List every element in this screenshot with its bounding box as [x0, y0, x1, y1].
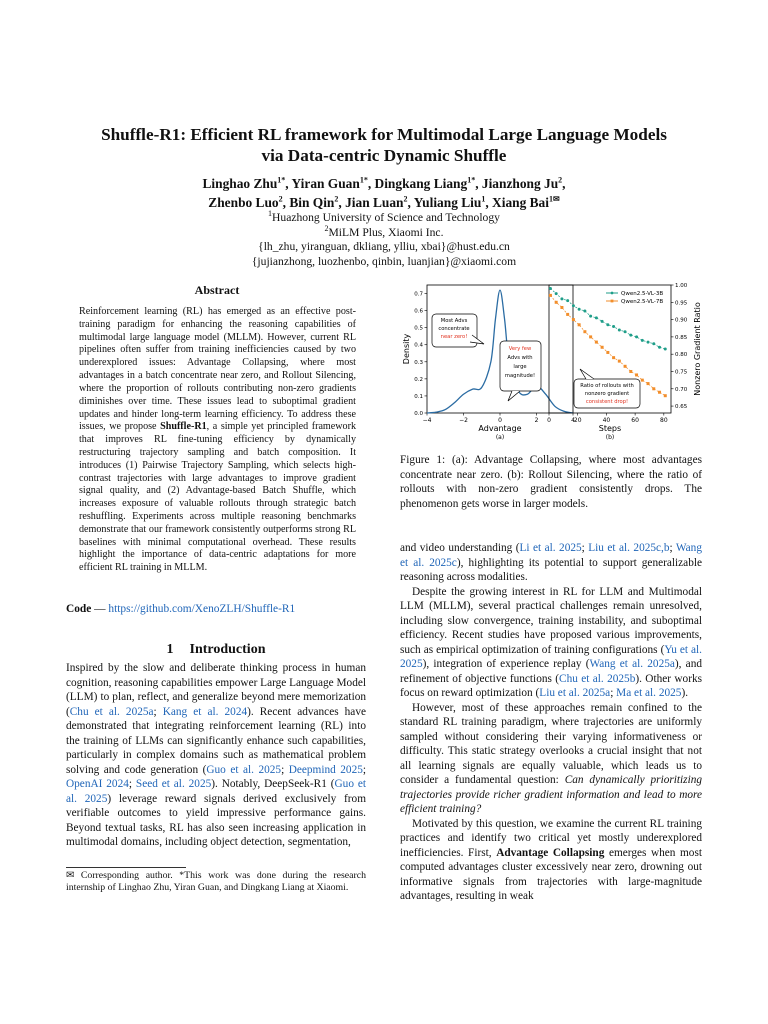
data-point-3b	[566, 299, 569, 302]
data-point-7b	[601, 346, 604, 349]
x-tick-label-b: 80	[660, 417, 668, 424]
citation-link[interactable]: Wang et al. 2025c	[400, 542, 702, 569]
author-name: Dingkang Liang	[374, 176, 468, 191]
citation-link[interactable]: Wang et al. 2025a	[589, 658, 675, 670]
data-point-3b	[624, 330, 627, 333]
data-point-3b	[549, 287, 552, 290]
footnote: ✉ Corresponding author. *This work was done during the research internship of Linghao Zhu, Yiran Guan, and Dingkang Liang at Xiaomi.	[66, 870, 366, 894]
legend-label-3b: Qwen2.5-VL-3B	[621, 291, 664, 297]
data-point-3b	[560, 297, 563, 300]
figure-caption: Figure 1: (a): Advantage Collapsing, where most advantages concentrate near zero. (b): Rollout Silencing, where the ratio of rollouts with non-zero gradient consistently drops. The phenomenon gets worse in larger models.	[400, 454, 702, 510]
section-heading	[66, 642, 366, 658]
y-tick-label-b: 0.90	[675, 317, 688, 324]
author-line-1: Linghao Zhu$^{1*}$, Yiran Guan$^{1*}$, Dingkang Liang$^{1*}$, Jianzhong Ju$^2$,	[202, 175, 566, 191]
author-name: Yiran Guan	[291, 176, 360, 191]
svg-text:near zero!: near zero!	[440, 334, 468, 340]
data-point-3b	[601, 320, 604, 323]
author-sup: 1*	[277, 175, 286, 185]
svg-text:Very few: Very few	[508, 346, 532, 352]
author-sup: 1*	[467, 175, 476, 185]
author-sup: 2	[558, 175, 563, 185]
section-title: Introduction	[189, 642, 266, 657]
figure-1-svg	[400, 282, 705, 442]
author-list	[60, 174, 708, 212]
data-point-3b	[635, 335, 638, 338]
affiliation-1: $^1$Huazhong University of Science and Technology	[268, 209, 500, 224]
y-tick-label-b: 0.85	[675, 334, 688, 341]
email-line-2: {jujianzhong, luozhenbo, qinbin, luanjian}@xiaomi.com	[251, 254, 517, 268]
citation-link[interactable]: Deepmind 2025	[288, 763, 363, 776]
author-name: Bin Qin	[289, 195, 335, 210]
intro-paragraph-3: However, most of these approaches remain confined to the standard RL training paradigm, where trajectories are uniformly sampled without considering their varying informativeness or difficulty. This static strategy overlooks a crucial insight that not all learning signals are equally valuable, which leads us to consider a fundamental question: Can dynamically prioritizing trajectories provide richer gradient information and lead to more efficient training?	[400, 701, 703, 815]
author-name: Jianzhong Ju	[481, 176, 559, 191]
author-line-2: Zhenbo Luo$^2$, Bin Qin$^2$, Jian Luan$^2$, Yuliang Liu$^1$, Xiang Bai$^{1✉}$	[208, 194, 560, 210]
author-sup: 1✉	[548, 194, 560, 204]
data-point-7b	[549, 294, 552, 297]
data-point-7b	[589, 335, 592, 338]
citation-link[interactable]: Kang et al. 2024	[162, 705, 248, 718]
data-point-3b	[612, 325, 615, 328]
svg-text:large: large	[513, 364, 527, 370]
author-sup: 2	[334, 194, 339, 204]
svg-text:magnitude!: magnitude!	[504, 373, 536, 379]
author-sup: 1*	[359, 175, 368, 185]
data-point-3b	[583, 309, 586, 312]
series-line-3b	[550, 288, 665, 349]
data-point-7b	[658, 391, 661, 394]
author-name: Jian Luan	[345, 195, 404, 210]
y-tick-label-b: 0.80	[675, 352, 688, 359]
author-name: Yuliang Liu	[413, 195, 482, 210]
data-point-7b	[618, 360, 621, 363]
data-point-3b	[555, 292, 558, 295]
x-tick-label-a: −4	[422, 417, 432, 424]
abstract-heading: Abstract	[194, 283, 240, 297]
data-point-7b	[629, 370, 632, 373]
author-name: Xiang Bai	[492, 195, 549, 210]
author-sup: 1	[481, 194, 486, 204]
figure-1	[400, 282, 705, 447]
data-point-3b	[606, 323, 609, 326]
method-name: Shuffle-R1	[160, 421, 207, 433]
y-tick-label-a: 0.6	[414, 308, 423, 315]
email-line-1: {lh_zhu, yiranguan, dkliang, ylliu, xbai}@hust.edu.cn	[258, 240, 510, 254]
author-name: Linghao Zhu	[202, 176, 278, 191]
data-point-7b	[624, 365, 627, 368]
citation-link[interactable]: Li et al. 2025	[519, 542, 582, 554]
data-point-3b	[658, 346, 661, 349]
data-point-3b	[595, 316, 598, 319]
citation-link[interactable]: Guo et al. 2025	[66, 778, 367, 805]
data-point-3b	[572, 304, 575, 307]
citation-link[interactable]: Yu et al. 2025	[400, 643, 702, 670]
x-tick-label-a: −2	[459, 417, 468, 424]
data-point-3b	[589, 315, 592, 318]
data-point-3b	[578, 308, 581, 311]
y-tick-label-a: 0.0	[414, 411, 423, 417]
svg-text:Ratio of rollouts with: Ratio of rollouts with	[580, 383, 634, 389]
y-tick-label-b: 0.75	[675, 369, 688, 376]
x-tick-label-b: 60	[631, 417, 639, 424]
callout-consistent-drop	[574, 369, 640, 408]
svg-text:Most Advs: Most Advs	[440, 318, 468, 324]
author-name: Zhenbo Luo	[208, 195, 279, 210]
code-label: Code	[66, 603, 92, 615]
intro-paragraph-2: Despite the growing interest in RL for LLM and Multimodal LLM (MLLM), several practical challenges remain unresolved, including slow convergence, training instability, and suboptimal efficiency. Recent studies have proposed various improvements, such as empirical optimization of training configurations (Yu et al. 2025), integration of experience replay (Wang et al. 2025a), and refinement of objective functions (Chu et al. 2025b). Other works focus on reward optimization (Liu et al. 2025a; Ma et al. 2025).	[400, 585, 702, 699]
data-point-7b	[635, 373, 638, 376]
callout-near-zero	[432, 314, 484, 347]
data-point-7b	[583, 330, 586, 333]
y-tick-label-b: 0.70	[675, 386, 688, 393]
data-point-7b	[647, 382, 650, 385]
data-point-3b	[641, 339, 644, 342]
data-point-7b	[572, 318, 575, 321]
affiliations	[60, 211, 708, 269]
x-tick-label-a: 2	[534, 417, 539, 424]
citation-link[interactable]: Chu et al. 2025a	[69, 705, 154, 718]
data-point-3b	[664, 348, 667, 351]
code-link[interactable]: https://github.com/XenoZLH/Shuffle-R1	[108, 603, 296, 615]
citation-link[interactable]: Liu et al. 2025c,b	[588, 542, 670, 554]
panel-label-a: (a)	[495, 434, 505, 441]
y-axis-label-a: Density	[402, 333, 411, 365]
callout-large-magnitude	[500, 341, 541, 401]
y-tick-label-a: 0.2	[414, 376, 423, 383]
citation-link[interactable]: Guo et al. 2025	[206, 763, 282, 776]
citation-link[interactable]: Seed et al. 2025	[135, 778, 212, 790]
data-point-3b	[618, 328, 621, 331]
data-point-7b	[578, 323, 581, 326]
affiliation-2: $^2$MiLM Plus, Xiaomi Inc.	[324, 223, 444, 239]
x-tick-label-b: 20	[573, 417, 582, 424]
data-point-3b	[652, 342, 655, 345]
data-point-7b	[641, 379, 644, 382]
section-number: 1	[166, 642, 174, 657]
y-tick-label-b: 1.00	[675, 283, 688, 289]
intro-right-column	[400, 541, 702, 904]
x-tick-label-a: 0	[498, 417, 502, 424]
data-point-7b	[560, 306, 563, 309]
panel-label-b: (b)	[605, 434, 615, 441]
svg-text:nonzero gradient: nonzero gradient	[584, 391, 630, 397]
footnote-rule	[66, 867, 186, 868]
y-tick-label-b: 0.95	[675, 300, 688, 307]
intro-paragraph-continued: and video understanding (Li et al. 2025; Liu et al. 2025c,b; Wang et al. 2025c), highlighting its potential to support generalizable reasoning across modalities.	[400, 542, 702, 583]
citation-link[interactable]: Ma et al. 2025	[616, 687, 682, 699]
research-question: Can dynamically prioritizing trajectories provide richer gradient information and lead to more efficient training?	[400, 774, 703, 815]
x-tick-label-b: 40	[602, 417, 611, 424]
title-line-2: via Data-centric Dynamic Shuffle	[261, 146, 507, 165]
x-tick-label-a: 4	[571, 417, 575, 424]
y-tick-label-b: 0.65	[675, 404, 688, 411]
citation-link[interactable]: OpenAI 2024	[66, 778, 129, 790]
citation-link[interactable]: Liu et al. 2025a	[539, 687, 611, 699]
y-tick-label-a: 0.4	[414, 342, 423, 349]
x-axis-label-b: Steps	[598, 424, 622, 433]
data-point-7b	[606, 351, 609, 354]
term-advantage-collapsing: Advantage Collapsing	[496, 846, 605, 859]
y-tick-label-a: 0.7	[414, 291, 423, 298]
data-point-7b	[664, 394, 667, 397]
intro-left-column	[66, 661, 366, 850]
code-line: Code — https://github.com/XenoZLH/Shuffle-R1	[66, 603, 296, 615]
svg-text:Advs with: Advs with	[507, 355, 533, 361]
y-tick-label-a: 0.5	[414, 325, 423, 332]
data-point-7b	[566, 313, 569, 316]
author-sup: 2	[278, 194, 283, 204]
data-point-3b	[629, 334, 632, 337]
abstract-body: Reinforcement learning (RL) has emerged as an effective post-training paradigm for enhancing the reasoning capabilities of multimodal large language model (MLLM). However, current RL pipelines often suffer from training inefficiencies caused by two underexplored issues: Advantage Collapsing, where most advantages in a batch concentrate near zero, and Rollout Silencing, where the proportion of rollouts contributing non-zero gradients diminishes over time. These issues lead to suboptimal gradient updates and hinder long-term learning efficiency. To address these issues, we propose Shuffle-R1, a simple yet principled framework that improves RL fine-tuning efficiency by dynamically restructuring trajectory sampling and batch composition. It introduces (1) Pairwise Trajectory Sampling, which selects high-contrast trajectories with large advantages to improve gradient signal quality, and (2) Advantage-based Batch Shuffle, which increases exposure of valuable rollouts through strategic batch reshuffling. Experiments across multiple reasoning benchmarks demonstrate that our framework consistently outperforms strong RL baselines with minimal computational overhead. These results highlight the importance of data-centric adaptations for more efficient RL training in MLLM.	[79, 306, 356, 574]
y-tick-label-a: 0.1	[414, 393, 423, 400]
y-axis-label-b: Nonzero Gradient Ratio	[693, 302, 702, 396]
paper-title	[60, 124, 708, 166]
x-tick-label-b: 0	[547, 417, 551, 424]
svg-text:consistent drop!: consistent drop!	[585, 399, 629, 405]
data-point-3b	[647, 341, 650, 344]
data-point-7b	[612, 356, 615, 359]
citation-link[interactable]: Chu et al. 2025b	[559, 672, 636, 685]
legend	[606, 291, 663, 305]
data-point-7b	[555, 301, 558, 304]
data-point-7b	[652, 387, 655, 390]
legend-label-7b: Qwen2.5-VL-7B	[621, 299, 664, 305]
y-tick-label-a: 0.3	[414, 359, 423, 366]
intro-paragraph-1: Inspired by the slow and deliberate thinking process in human cognition, reasoning capabilities empower Large Language Model (LLM) to plan, reflect, and generalize beyond mere memorization (Chu et al. 2025a; Kang et al. 2024). Recent advances have demonstrated that integrating reinforcement learning (RL) into the training of LLMs can significantly enhance such capabilities, particularly in complex domains such as mathematical problem solving and code generation (Guo et al. 2025; Deepmind 2025; OpenAI 2024; Seed et al. 2025). Notably, DeepSeek-R1 (Guo et al. 2025) leverage reward signals derived exclusively from verifiable outcomes to yield impressive performance gains. Beyond textual tasks, RL has also seen increasing application in multimodal domains, including object detection, segmentation,	[66, 662, 367, 848]
x-axis-label-a: Advantage	[478, 424, 522, 433]
svg-text:concentrate: concentrate	[438, 326, 470, 332]
intro-paragraph-4: Motivated by this question, we examine the current RL training practices and identify two critical yet mostly underexplored inefficiencies. First, Advantage Collapsing emerges when most computed advantages cluster excessively near zero, drowning out informative signals from trajectories with large-magnitude advantages, resulting in weak	[400, 817, 702, 902]
title-line-1: Shuffle-R1: Efficient RL framework for Multimodal Large Language Models	[101, 125, 667, 144]
data-point-7b	[595, 341, 598, 344]
author-sup: 2	[403, 194, 408, 204]
